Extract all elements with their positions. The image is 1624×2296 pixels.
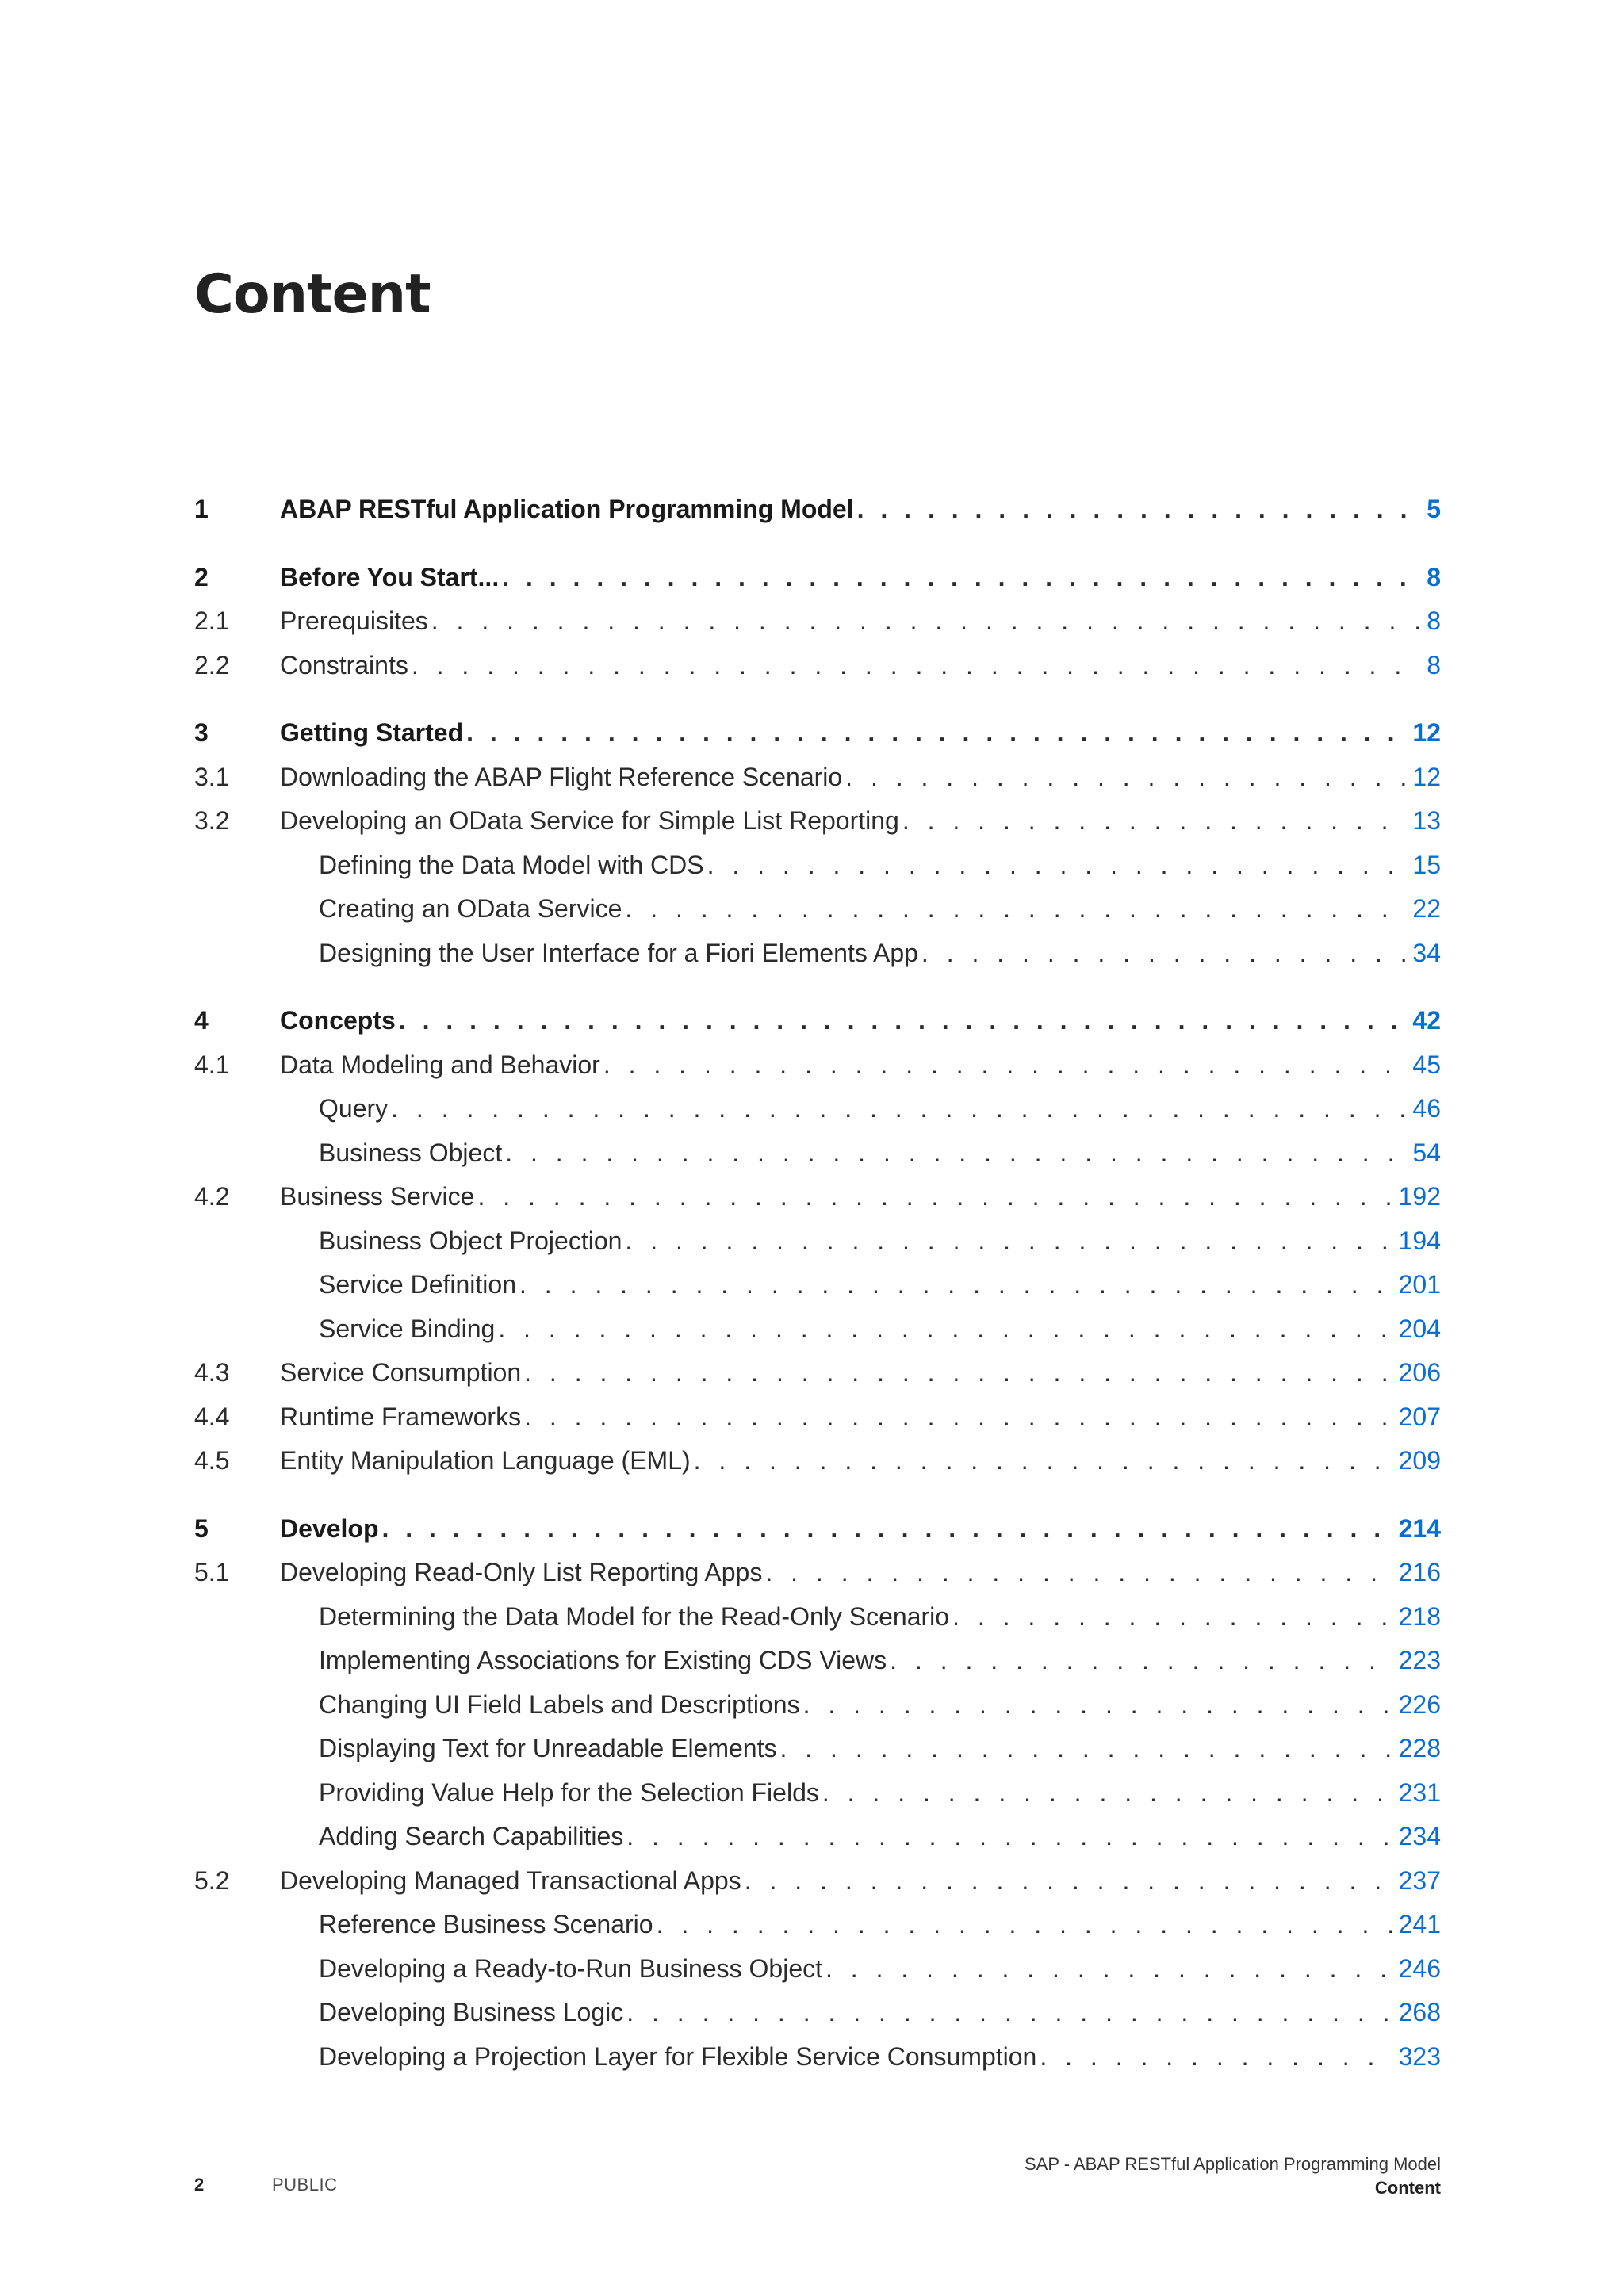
toc-entry[interactable] — [194, 1903, 1441, 1947]
toc-dot-leader — [626, 1815, 1393, 1859]
toc-entry-number: 2 — [194, 562, 209, 591]
toc-entry-page-link[interactable]: 13 — [1412, 806, 1441, 835]
toc-entry[interactable] — [194, 1219, 1441, 1264]
toc-dot-leader — [745, 1859, 1394, 1904]
toc-entry-title: Entity Manipulation Language (EML) — [280, 1446, 691, 1475]
footer-document-title: SAP - ABAP RESTful Application Programming Model — [1025, 2154, 1441, 2174]
toc-entry-title: ABAP RESTful Application Programming Model — [280, 495, 854, 523]
toc-entry-number: 4.3 — [194, 1358, 230, 1387]
footer-right — [1025, 2152, 1441, 2200]
toc-entry-title: Designing the User Interface for a Fiori Elements App — [319, 938, 918, 967]
toc-entry-page-link[interactable]: 228 — [1398, 1734, 1441, 1762]
toc-entry-number: 4 — [194, 1006, 209, 1035]
toc-dot-leader — [625, 887, 1408, 932]
toc-dot-leader — [952, 1595, 1394, 1640]
toc-entry[interactable] — [194, 756, 1441, 800]
toc-entry-page-link[interactable]: 218 — [1398, 1601, 1441, 1631]
toc-entry[interactable] — [194, 1595, 1441, 1640]
toc-entry-title: Constraints — [280, 650, 408, 679]
toc-entry-title: Business Service — [280, 1182, 475, 1211]
toc-chapter — [194, 1507, 1441, 2080]
toc-entry-page-link[interactable]: 8 — [1427, 650, 1441, 679]
toc-entry-title: Reference Business Scenario — [319, 1910, 653, 1938]
toc-entry-title: Adding Search Capabilities — [319, 1822, 624, 1850]
toc-entry-title: Query — [319, 1094, 389, 1123]
toc-entry-page-link[interactable]: 192 — [1398, 1182, 1441, 1211]
toc-dot-leader — [825, 1947, 1394, 1992]
toc-entry[interactable] — [194, 1439, 1441, 1483]
toc-entry-number: 2.2 — [194, 650, 230, 679]
toc-dot-leader — [890, 1639, 1393, 1683]
toc-entry-title: Business Object Projection — [319, 1226, 622, 1255]
toc-dot-leader — [498, 1307, 1393, 1352]
toc-entry-page-link[interactable]: 34 — [1412, 938, 1441, 967]
toc-entry-page-link[interactable]: 8 — [1427, 607, 1441, 635]
toc-chapter — [194, 711, 1441, 975]
toc-entry-page-link[interactable]: 12 — [1412, 762, 1441, 791]
toc-dot-leader — [431, 599, 1422, 644]
toc-entry[interactable] — [194, 799, 1441, 844]
toc-dot-leader — [822, 1771, 1394, 1816]
toc-entry-title: Service Consumption — [280, 1358, 522, 1387]
toc-dot-leader — [694, 1439, 1394, 1483]
toc-dot-leader — [1040, 2035, 1393, 2080]
toc-entry[interactable] — [194, 644, 1441, 688]
toc-entry-title: Concepts — [280, 1006, 396, 1035]
toc-entry[interactable] — [194, 1087, 1441, 1131]
toc-entry-page-link[interactable]: 323 — [1398, 2042, 1441, 2071]
toc-dot-leader — [399, 999, 1408, 1043]
toc-entry-page-link[interactable]: 206 — [1398, 1358, 1441, 1387]
toc-entry-number: 4.5 — [194, 1446, 230, 1475]
toc-entry-title: Developing a Projection Layer for Flexible Service Consumption — [319, 2042, 1037, 2071]
toc-entry[interactable] — [194, 1307, 1441, 1352]
toc-entry-page-link[interactable]: 226 — [1398, 1689, 1441, 1719]
toc-entry-number: 5.2 — [194, 1866, 230, 1895]
toc-entry-page-link[interactable]: 15 — [1412, 850, 1441, 879]
toc-dot-leader — [524, 1351, 1393, 1395]
toc-entry[interactable] — [194, 1771, 1441, 1816]
toc-entry-title: Developing an OData Service for Simple List Reporting — [280, 806, 899, 835]
toc-entry-title: Business Object — [319, 1138, 503, 1167]
toc-dot-leader — [845, 756, 1408, 800]
toc-entry-title: Getting Started — [280, 718, 464, 747]
toc-dot-leader — [412, 644, 1422, 688]
toc-entry-title: Develop — [280, 1513, 379, 1543]
toc-dot-leader — [657, 1903, 1394, 1947]
toc-entry[interactable] — [194, 999, 1441, 1043]
toc-entry-number: 3.2 — [194, 806, 230, 835]
toc-entry-number: 3.1 — [194, 762, 230, 791]
toc-entry-page-link[interactable]: 234 — [1398, 1822, 1441, 1850]
toc-dot-leader — [519, 1263, 1394, 1307]
toc-entry-title: Before You Start... — [280, 562, 500, 591]
toc-dot-leader — [391, 1087, 1408, 1131]
toc-entry[interactable] — [194, 2035, 1441, 2080]
toc-entry-page-link[interactable]: 241 — [1398, 1910, 1441, 1938]
toc-entry-title: Defining the Data Model with CDS — [319, 850, 704, 879]
toc-entry-page-link[interactable]: 5 — [1427, 495, 1441, 523]
toc-entry-number: 3 — [194, 718, 209, 747]
toc-dot-leader — [765, 1551, 1393, 1595]
toc-entry[interactable] — [194, 1815, 1441, 1859]
toc-entry[interactable] — [194, 1507, 1441, 1552]
toc-entry[interactable] — [194, 1683, 1441, 1728]
toc-entry-title: Providing Value Help for the Selection Fields — [319, 1777, 819, 1807]
toc-entry[interactable] — [194, 488, 1441, 532]
toc-entry-page-link[interactable]: 209 — [1398, 1446, 1441, 1475]
toc-entry-title: Service Definition — [319, 1270, 516, 1299]
toc-entry-title: Developing Read-Only List Reporting Apps — [280, 1558, 763, 1586]
toc-entry-number: 4.1 — [194, 1050, 230, 1079]
toc-entry[interactable] — [194, 1947, 1441, 1992]
toc-entry-page-link[interactable]: 12 — [1412, 718, 1441, 747]
toc-dot-leader — [857, 488, 1423, 532]
toc-dot-leader — [505, 1131, 1408, 1176]
toc-dot-leader — [603, 1043, 1408, 1088]
toc-entry-page-link[interactable]: 214 — [1398, 1513, 1441, 1543]
toc-entry-title: Data Modeling and Behavior — [280, 1050, 600, 1079]
toc-entry-title: Creating an OData Service — [319, 894, 622, 923]
toc-entry-title: Service Binding — [319, 1314, 496, 1343]
toc-dot-leader — [381, 1507, 1393, 1552]
toc-entry-title: Displaying Text for Unreadable Elements — [319, 1734, 777, 1762]
toc-dot-leader — [524, 1395, 1394, 1440]
toc-entry-number: 4.2 — [194, 1182, 230, 1211]
toc-entry-title: Developing Managed Transactional Apps — [280, 1866, 741, 1895]
toc-entry-title: Developing a Ready-to-Run Business Object — [319, 1954, 822, 1983]
toc-entry[interactable] — [194, 1395, 1441, 1440]
toc-entry[interactable] — [194, 1551, 1441, 1595]
toc-dot-leader — [626, 1991, 1393, 2035]
toc-entry-number: 2.1 — [194, 607, 230, 635]
toc-entry-page-link[interactable]: 204 — [1398, 1314, 1441, 1343]
toc-entry-page-link[interactable]: 201 — [1398, 1270, 1441, 1299]
toc-entry[interactable] — [194, 1859, 1441, 1904]
toc-entry[interactable] — [194, 1639, 1441, 1683]
toc-entry-number: 5.1 — [194, 1558, 230, 1586]
toc-entry-title: Runtime Frameworks — [280, 1402, 522, 1431]
toc-entry[interactable] — [194, 1263, 1441, 1307]
toc-entry-page-link[interactable]: 268 — [1398, 1998, 1441, 2026]
footer-left — [194, 2176, 337, 2194]
toc-entry[interactable] — [194, 1131, 1441, 1176]
toc-entry-page-link[interactable]: 237 — [1398, 1866, 1441, 1895]
toc-dot-leader — [502, 556, 1422, 600]
toc-entry[interactable] — [194, 1043, 1441, 1088]
toc-entry-title: Developing Business Logic — [319, 1998, 624, 2026]
toc-entry-title: Prerequisites — [280, 607, 428, 635]
toc-entry-title: Downloading the ABAP Flight Reference Scenario — [280, 762, 843, 791]
toc-dot-leader — [779, 1727, 1393, 1771]
toc-entry[interactable] — [194, 1175, 1441, 1219]
toc-entry[interactable] — [194, 1727, 1441, 1771]
toc-entry[interactable] — [194, 599, 1441, 644]
toc-dot-leader — [477, 1175, 1393, 1219]
toc-dot-leader — [466, 711, 1408, 756]
toc-entry[interactable] — [194, 711, 1441, 756]
toc-entry-page-link[interactable]: 46 — [1412, 1094, 1441, 1123]
toc-entry-page-link[interactable]: 8 — [1427, 562, 1441, 591]
toc-dot-leader — [707, 844, 1408, 888]
toc-entry-title: Changing UI Field Labels and Descriptions — [319, 1689, 800, 1719]
toc-entry-number: 4.4 — [194, 1402, 230, 1431]
toc-entry-page-link[interactable]: 207 — [1398, 1402, 1441, 1431]
toc-entry-number: 1 — [194, 495, 209, 523]
toc-entry-page-link[interactable]: 231 — [1398, 1777, 1441, 1807]
toc-entry[interactable] — [194, 932, 1441, 976]
toc-entry[interactable] — [194, 844, 1441, 888]
toc-entry-number: 5 — [194, 1513, 209, 1543]
toc-entry-page-link[interactable]: 45 — [1412, 1050, 1441, 1079]
toc-dot-leader — [625, 1219, 1393, 1264]
toc-chapter — [194, 556, 1441, 688]
toc-entry[interactable] — [194, 887, 1441, 932]
toc-entry-title: Determining the Data Model for the Read-Only Scenario — [319, 1601, 950, 1631]
page-title: Content — [194, 263, 431, 326]
toc-entry[interactable] — [194, 1991, 1441, 2035]
toc-entry-title: Implementing Associations for Existing CDS Views — [319, 1646, 887, 1674]
toc-dot-leader — [921, 932, 1408, 976]
toc-entry[interactable] — [194, 1351, 1441, 1395]
toc-entry-page-link[interactable]: 22 — [1412, 894, 1441, 923]
toc-entry-page-link[interactable]: 54 — [1412, 1138, 1441, 1167]
toc-dot-leader — [803, 1683, 1394, 1728]
toc-chapter — [194, 999, 1441, 1483]
toc-entry-page-link[interactable]: 246 — [1398, 1954, 1441, 1983]
toc-entry[interactable] — [194, 556, 1441, 600]
toc-entry-page-link[interactable]: 223 — [1398, 1646, 1441, 1674]
toc-chapter — [194, 488, 1441, 532]
toc-entry-page-link[interactable]: 42 — [1412, 1006, 1441, 1035]
toc-entry-page-link[interactable]: 194 — [1398, 1226, 1441, 1255]
footer-classification: PUBLIC — [272, 2175, 338, 2195]
footer-page-number: 2 — [194, 2175, 205, 2195]
toc-entry-page-link[interactable]: 216 — [1398, 1558, 1441, 1586]
table-of-contents — [194, 488, 1441, 2079]
toc-dot-leader — [902, 799, 1408, 844]
footer-section-name: Content — [1374, 2178, 1441, 2198]
